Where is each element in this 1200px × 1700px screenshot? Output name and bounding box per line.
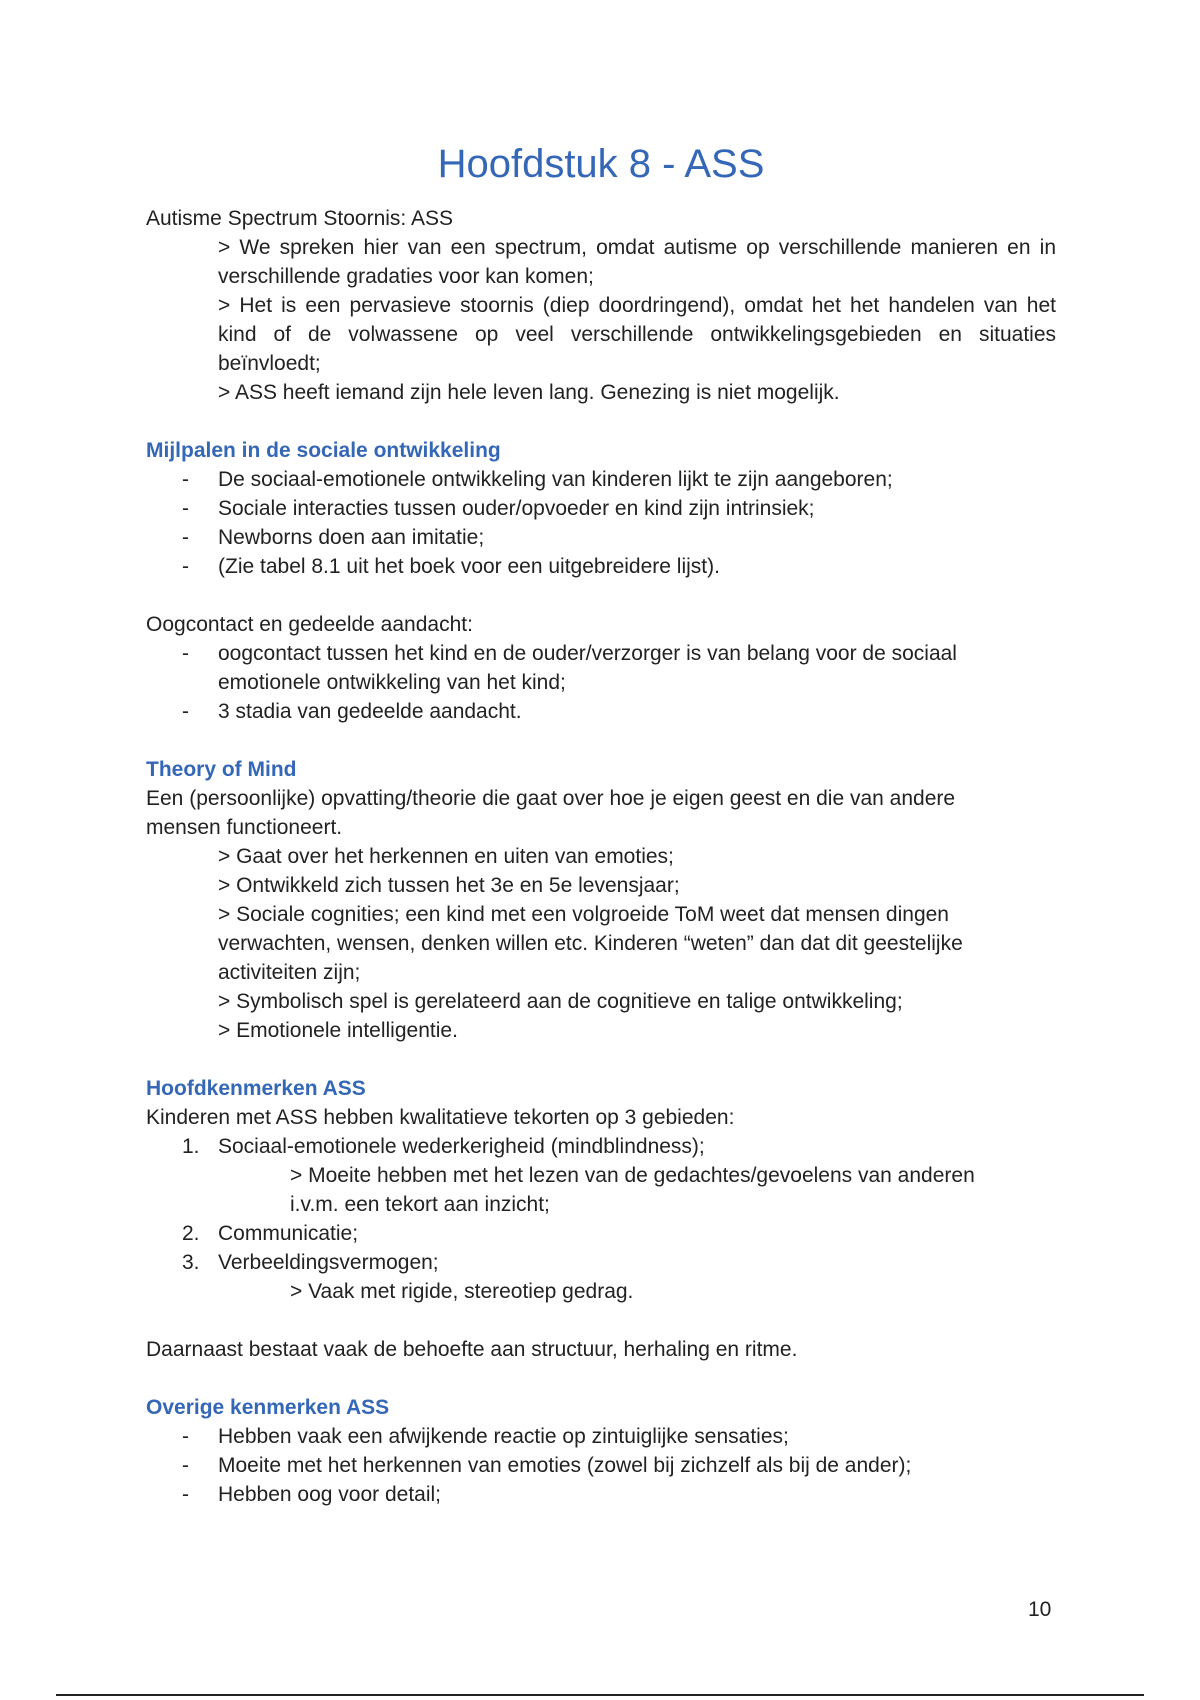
tom-line-2: > Ontwikkeld zich tussen het 3e en 5e levensjaar;	[218, 874, 680, 897]
hoofdkenmerken-closing: Daarnaast bestaat vaak de behoefte aan structuur, herhaling en ritme.	[146, 1338, 798, 1361]
section-heading-tom: Theory of Mind	[146, 758, 297, 781]
list-item: - 3 stadia van gedeelde aandacht.	[146, 697, 1056, 726]
list-item: - oogcontact tussen het kind en de ouder/verzorger is van belang voor de sociaal emotionele ontwikkeling van het kind;	[146, 639, 1056, 697]
tom-line-4: > Symbolisch spel is gerelateerd aan de cognitieve en talige ontwikkeling;	[218, 990, 903, 1013]
tom-intro: Een (persoonlijke) opvatting/theorie die gaat over hoe je eigen geest en die van andere mensen functioneert.	[146, 787, 956, 839]
section-heading-overige: Overige kenmerken ASS	[146, 1396, 390, 1419]
oogcontact-label: Oogcontact en gedeelde aandacht:	[146, 613, 473, 636]
hoofdkenmerken-sub-1: > Moeite hebben met het lezen van de gedachtes/gevoelens van anderen i.v.m. een tekort aan inzicht;	[290, 1164, 975, 1216]
list-item: - Hebben vaak een afwijkende reactie op zintuiglijke sensaties;	[146, 1422, 1056, 1451]
list-number: 2.	[182, 1222, 200, 1245]
tom-line-5: > Emotionele intelligentie.	[218, 1019, 458, 1042]
dash-bullet: -	[182, 700, 189, 723]
page-number: 10	[1028, 1598, 1052, 1621]
overige-list	[146, 1422, 1056, 1509]
list-item: - De sociaal-emotionele ontwikkeling van kinderen lijkt te zijn aangeboren;	[146, 465, 1056, 494]
intro-line-3: > ASS heeft iemand zijn hele leven lang. Genezing is niet mogelijk.	[218, 381, 840, 404]
dash-bullet: -	[182, 555, 189, 578]
tom-line-3: > Sociale cognities; een kind met een volgroeide ToM weet dat mensen dingen verwachten, wensen, denken willen etc. Kinderen “weten” dan dat dit geestelijke activiteiten zijn;	[218, 903, 963, 984]
tom-line-1: > Gaat over het herkennen en uiten van emoties;	[218, 845, 674, 868]
list-item: - Sociale interacties tussen ouder/opvoeder en kind zijn intrinsiek;	[146, 494, 1056, 523]
document-page	[146, 140, 1056, 1509]
dash-bullet: -	[182, 1454, 189, 1477]
list-item: 3. Verbeeldingsvermogen;	[146, 1248, 1056, 1277]
list-item: - (Zie tabel 8.1 uit het boek voor een uitgebreidere lijst).	[146, 552, 1056, 581]
dash-bullet: -	[182, 1425, 189, 1448]
list-item: 2. Communicatie;	[146, 1219, 1056, 1248]
hoofdkenmerken-sub-3: > Vaak met rigide, stereotiep gedrag.	[290, 1280, 634, 1303]
dash-bullet: -	[182, 1483, 189, 1506]
dash-bullet: -	[182, 497, 189, 520]
intro-line-1: > We spreken hier van een spectrum, omdat autisme op verschillende manieren en in verschillende gradaties voor kan komen;	[218, 236, 1056, 288]
list-item: - Moeite met het herkennen van emoties (zowel bij zichzelf als bij de ander);	[146, 1451, 1056, 1480]
bottom-divider	[56, 1694, 1144, 1696]
intro-line-2: > Het is een pervasieve stoornis (diep doordringend), omdat het het handelen van het kind of de volwassene op veel verschillende ontwikkelingsgebieden en situaties beïnvloedt;	[218, 294, 1056, 375]
dash-bullet: -	[182, 526, 189, 549]
page-title: Hoofdstuk 8 - ASS	[437, 142, 765, 186]
list-item: 1. Sociaal-emotionele wederkerigheid (mindblindness);	[146, 1132, 1056, 1161]
list-number: 3.	[182, 1251, 200, 1274]
hoofdkenmerken-list	[146, 1132, 1056, 1306]
hoofdkenmerken-intro: Kinderen met ASS hebben kwalitatieve tekorten op 3 gebieden:	[146, 1106, 735, 1129]
mijlpalen-list	[146, 465, 1056, 581]
list-item: - Hebben oog voor detail;	[146, 1480, 1056, 1509]
section-heading-mijlpalen: Mijlpalen in de sociale ontwikkeling	[146, 439, 501, 462]
list-item: - Newborns doen aan imitatie;	[146, 523, 1056, 552]
oogcontact-list	[146, 639, 1056, 726]
list-number: 1.	[182, 1135, 200, 1158]
section-heading-hoofdkenmerken: Hoofdkenmerken ASS	[146, 1077, 366, 1100]
dash-bullet: -	[182, 468, 189, 491]
dash-bullet: -	[182, 642, 189, 665]
intro-label: Autisme Spectrum Stoornis: ASS	[146, 207, 453, 230]
